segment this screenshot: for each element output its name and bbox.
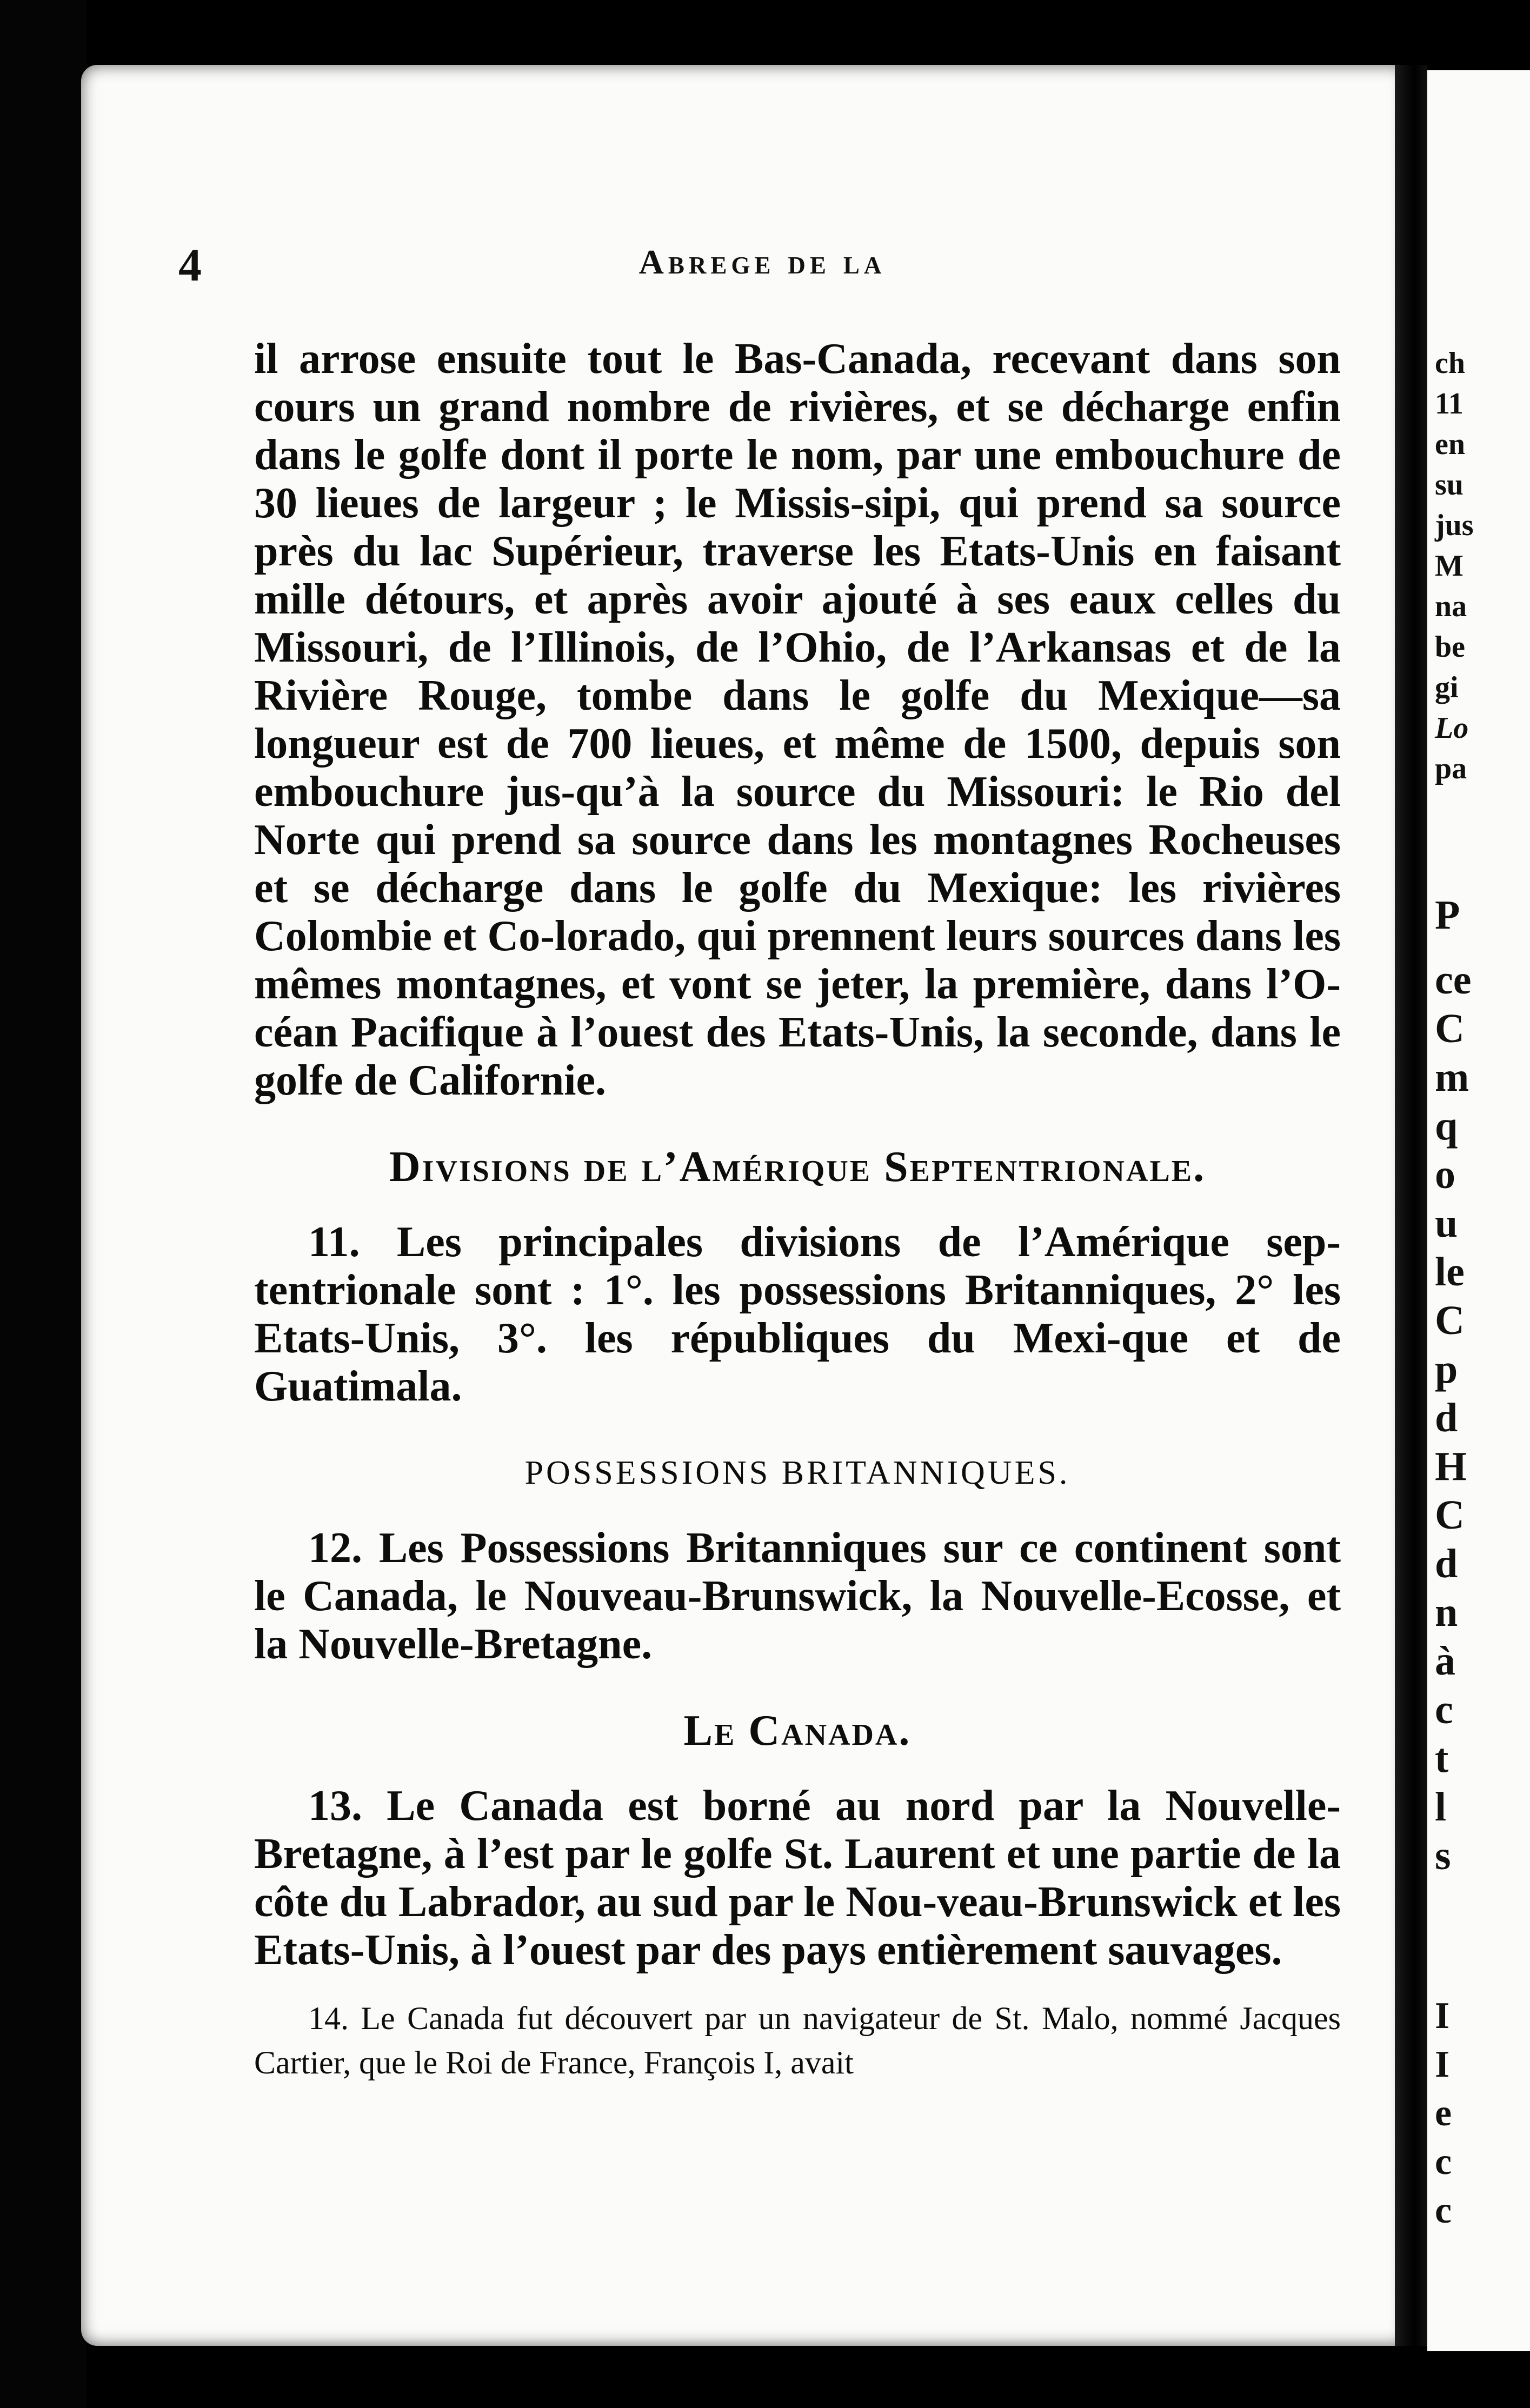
adjacent-page-strip (1427, 70, 1530, 2351)
adjacent-fragment: be (1435, 630, 1465, 664)
adjacent-fragment: ce (1435, 957, 1472, 1003)
section-heading-divisions: Divisions de l’Amérique Septentrionale. (389, 1143, 1206, 1191)
section-heading-canada: Le Canada. (683, 1707, 912, 1755)
adjacent-fragment: c (1435, 2141, 1452, 2183)
adjacent-fragment: n (1435, 1590, 1458, 1635)
adjacent-fragment: C (1435, 1492, 1465, 1538)
paragraph-14: 14. Le Canada fut découvert par un navigateur de St. Malo, nommé Jacques Cartier, que le Roi de France, François I, avait (254, 2000, 1341, 2080)
adjacent-fragment: à (1435, 1638, 1455, 1684)
paragraph-11: 11. Les principales divisions de l’Amérique sep-tentrionale sont : 1°. les possessions Britanniques, 2° les Etats-Unis, 3°. les républiques du Mexi-que et de Guatimala. (254, 1218, 1341, 1410)
adjacent-fragment: C (1435, 1298, 1465, 1343)
paragraph-13: 13. Le Canada est borné au nord par la Nouvelle-Bretagne, à l’est par le golfe St. Laurent et une partie de la côte du Labrador, au sud par le Nou-veau-Brunswick et les Etats-Unis, à l’ouest par des pays entièrement sauvages. (254, 1782, 1341, 1974)
adjacent-fragment: M (1435, 549, 1464, 583)
adjacent-fragment: pa (1435, 752, 1467, 785)
adjacent-fragment: s (1435, 1833, 1451, 1878)
adjacent-fragment: I (1435, 1995, 1450, 2037)
adjacent-fragment: C (1435, 1006, 1465, 1051)
adjacent-fragment: c (1435, 2190, 1452, 2231)
adjacent-fragment: l (1435, 1784, 1447, 1830)
adjacent-fragment: o (1435, 1152, 1455, 1197)
adjacent-fragment: q (1435, 1103, 1458, 1149)
paragraph-continuation: il arrose ensuite tout le Bas-Canada, recevant dans son cours un grand nombre de rivières, et se décharge enfin dans le golfe dont il porte le nom, par une embouchure de 30 lieues de largeur ; le Missis-sipi, qui prend sa source près du lac Supérieur, traverse les Etats-Unis en faisant mille détours, et après avoir ajouté à ses eaux celles du Missouri, de l’Illinois, de l’Ohio, de l’Arkansas et de la Rivière Rouge, tombe dans le golfe du Mexique—sa longueur est de 700 lieues, et même de 1500, depuis son embouchure jus-qu’à la source du Missouri: le Rio del Norte qui prend sa source dans les montagnes Rocheuses et se décharge dans le golfe du Mexique: les rivières Colombie et Co-lorado, qui prennent leurs sources dans les mêmes montagnes, et vont se jeter, la première, dans l’O-céan Pacifique à l’ouest des Etats-Unis, la seconde, dans le golfe de Californie. (254, 335, 1341, 1104)
adjacent-fragment: na (1435, 590, 1467, 623)
adjacent-fragment: d (1435, 1541, 1458, 1586)
adjacent-fragment: t (1435, 1736, 1449, 1781)
adjacent-fragment: u (1435, 1200, 1458, 1246)
adjacent-fragment: ch (1435, 346, 1465, 380)
adjacent-fragment: e (1435, 2092, 1452, 2134)
adjacent-fragment: P (1435, 892, 1460, 938)
adjacent-fragment: le (1435, 1249, 1465, 1295)
adjacent-fragment: gi (1435, 671, 1459, 704)
adjacent-fragment: Lo (1435, 711, 1469, 745)
running-head: Abrege de la (638, 243, 886, 281)
adjacent-fragment: su (1435, 468, 1464, 502)
adjacent-fragment: 11 (1435, 387, 1464, 421)
adjacent-fragment: I (1435, 2044, 1450, 2085)
page-header (178, 238, 1346, 297)
adjacent-fragment: d (1435, 1395, 1458, 1440)
adjacent-fragment: H (1435, 1444, 1467, 1489)
scan-left-margin (0, 0, 87, 2408)
adjacent-fragment: m (1435, 1055, 1469, 1100)
adjacent-fragment: en (1435, 428, 1465, 461)
adjacent-fragment: p (1435, 1346, 1458, 1392)
section-heading-possessions: POSSESSIONS BRITANNIQUES. (524, 1455, 1070, 1491)
page-body (254, 335, 1341, 2085)
paragraph-12: 12. Les Possessions Britanniques sur ce continent sont le Canada, le Nouveau-Brunswick, la Nouvelle-Ecosse, et la Nouvelle-Bretagne. (254, 1524, 1341, 1668)
page-number: 4 (178, 239, 202, 291)
page-fold (1395, 65, 1427, 2346)
adjacent-fragment: jus (1435, 509, 1474, 542)
adjacent-fragment: c (1435, 1687, 1453, 1732)
